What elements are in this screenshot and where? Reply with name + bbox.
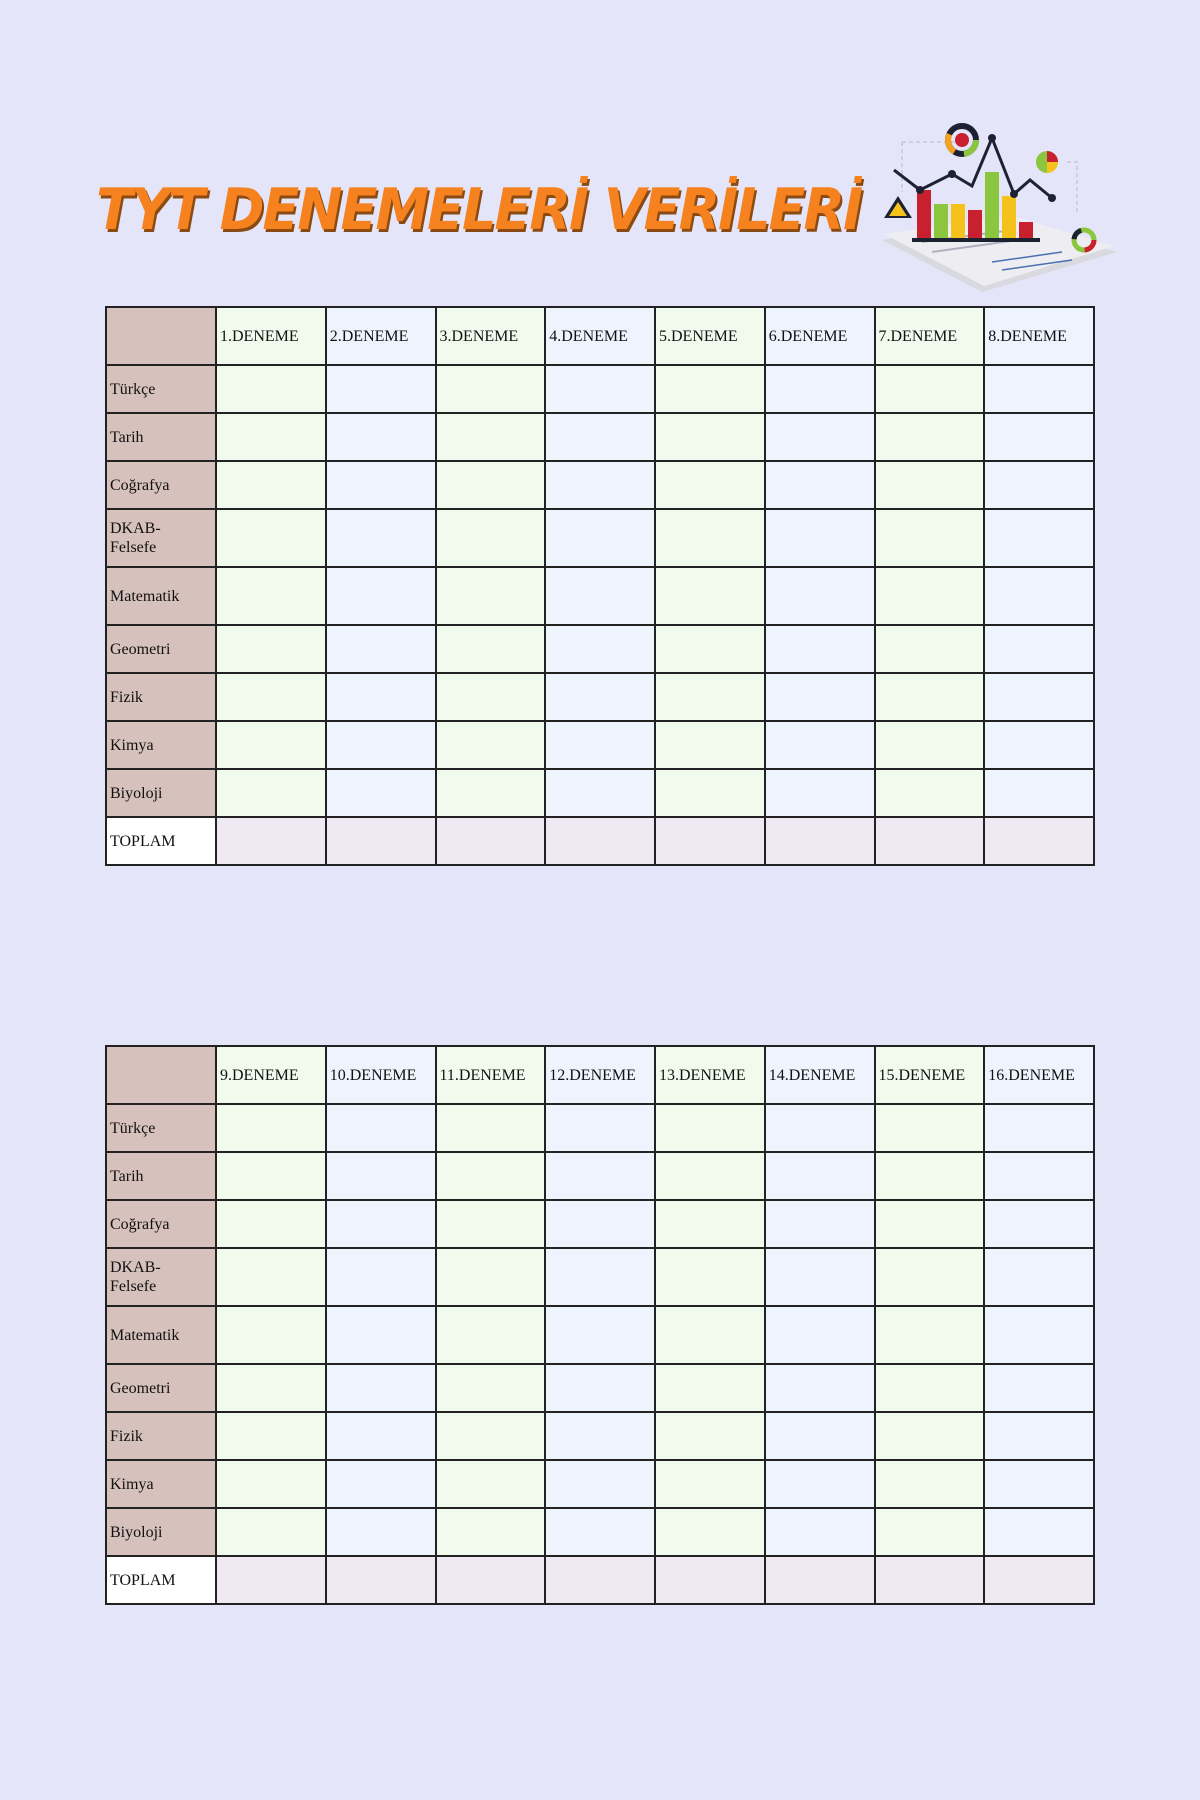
row-label: Türkçe	[106, 1104, 216, 1152]
score-cell[interactable]	[326, 625, 436, 673]
score-cell[interactable]	[655, 413, 765, 461]
column-header: 1.DENEME	[216, 307, 326, 365]
score-cell[interactable]	[326, 461, 436, 509]
score-cell[interactable]	[545, 1200, 655, 1248]
column-header: 9.DENEME	[216, 1046, 326, 1104]
score-cell[interactable]	[326, 1306, 436, 1364]
column-header: 5.DENEME	[655, 307, 765, 365]
score-cell[interactable]	[545, 567, 655, 625]
score-cell[interactable]	[984, 1200, 1094, 1248]
score-cell[interactable]	[875, 1412, 985, 1460]
score-cell[interactable]	[436, 1152, 546, 1200]
column-header: 7.DENEME	[875, 307, 985, 365]
score-cell[interactable]	[216, 461, 326, 509]
column-header: 16.DENEME	[984, 1046, 1094, 1104]
score-cell[interactable]	[875, 1460, 985, 1508]
score-cell[interactable]	[436, 1460, 546, 1508]
score-cell[interactable]	[216, 721, 326, 769]
row-label: Kimya	[106, 1460, 216, 1508]
score-cell[interactable]	[326, 413, 436, 461]
score-cell[interactable]	[765, 1248, 875, 1306]
score-cell[interactable]	[326, 721, 436, 769]
score-cell[interactable]	[655, 721, 765, 769]
score-cell[interactable]	[326, 1460, 436, 1508]
score-cell[interactable]	[655, 1364, 765, 1412]
score-cell[interactable]	[655, 1104, 765, 1152]
score-cell[interactable]	[545, 1508, 655, 1556]
score-cell[interactable]	[216, 1306, 326, 1364]
score-cell[interactable]	[545, 721, 655, 769]
score-cell[interactable]	[875, 1364, 985, 1412]
score-cell[interactable]	[984, 817, 1094, 865]
score-cell[interactable]	[216, 567, 326, 625]
score-cell[interactable]	[875, 1104, 985, 1152]
score-cell[interactable]	[436, 673, 546, 721]
row-label: Biyoloji	[106, 1508, 216, 1556]
score-cell[interactable]	[765, 413, 875, 461]
score-cell[interactable]	[984, 1460, 1094, 1508]
score-cell[interactable]	[875, 461, 985, 509]
row-label: DKAB- Felsefe	[106, 1248, 216, 1306]
score-cell[interactable]	[216, 1200, 326, 1248]
subject-row	[106, 509, 1094, 567]
score-cell[interactable]	[326, 365, 436, 413]
score-cell[interactable]	[984, 1248, 1094, 1306]
score-cell[interactable]	[655, 1200, 765, 1248]
subject-row	[106, 1508, 1094, 1556]
score-cell[interactable]	[765, 1364, 875, 1412]
subject-row	[106, 1306, 1094, 1364]
score-cell[interactable]	[436, 509, 546, 567]
score-cell[interactable]	[655, 673, 765, 721]
score-cell[interactable]	[984, 461, 1094, 509]
column-header: 14.DENEME	[765, 1046, 875, 1104]
score-cell[interactable]	[655, 461, 765, 509]
score-cell[interactable]	[875, 567, 985, 625]
score-cell[interactable]	[984, 1412, 1094, 1460]
score-cell[interactable]	[984, 673, 1094, 721]
row-label: Matematik	[106, 1306, 216, 1364]
subject-row	[106, 673, 1094, 721]
subject-row	[106, 1460, 1094, 1508]
score-cell[interactable]	[436, 1556, 546, 1604]
column-header: 4.DENEME	[545, 307, 655, 365]
chart-illustration	[862, 112, 1122, 312]
score-cell[interactable]	[216, 625, 326, 673]
score-cell[interactable]	[875, 1248, 985, 1306]
score-cell[interactable]	[326, 1152, 436, 1200]
score-cell[interactable]	[984, 413, 1094, 461]
score-cell[interactable]	[765, 721, 875, 769]
score-cell[interactable]	[216, 1152, 326, 1200]
score-cell[interactable]	[655, 1556, 765, 1604]
column-header: 13.DENEME	[655, 1046, 765, 1104]
score-cell[interactable]	[875, 817, 985, 865]
score-cell[interactable]	[216, 673, 326, 721]
score-cell[interactable]	[984, 365, 1094, 413]
score-cell[interactable]	[545, 1412, 655, 1460]
score-cell[interactable]	[326, 1104, 436, 1152]
row-label: TOPLAM	[106, 817, 216, 865]
score-cell[interactable]	[984, 721, 1094, 769]
row-label: Geometri	[106, 625, 216, 673]
score-cell[interactable]	[655, 365, 765, 413]
score-cell[interactable]	[984, 567, 1094, 625]
row-label: Tarih	[106, 413, 216, 461]
score-cell[interactable]	[326, 1200, 436, 1248]
score-cell[interactable]	[436, 1104, 546, 1152]
score-cell[interactable]	[765, 1556, 875, 1604]
subject-row	[106, 1412, 1094, 1460]
score-cell[interactable]	[875, 1152, 985, 1200]
score-cell[interactable]	[436, 721, 546, 769]
column-header: 2.DENEME	[326, 307, 436, 365]
score-cell[interactable]	[545, 365, 655, 413]
score-cell[interactable]	[984, 625, 1094, 673]
score-cell[interactable]	[875, 413, 985, 461]
score-cell[interactable]	[436, 1508, 546, 1556]
score-cell[interactable]	[216, 365, 326, 413]
score-cell[interactable]	[545, 817, 655, 865]
score-cell[interactable]	[326, 817, 436, 865]
subject-row	[106, 365, 1094, 413]
score-cell[interactable]	[984, 1306, 1094, 1364]
score-cell[interactable]	[765, 1460, 875, 1508]
score-cell[interactable]	[984, 1104, 1094, 1152]
score-cell[interactable]	[436, 817, 546, 865]
score-cell[interactable]	[655, 1508, 765, 1556]
score-cell[interactable]	[765, 1152, 875, 1200]
subject-row	[106, 567, 1094, 625]
score-cell[interactable]	[216, 1508, 326, 1556]
score-cell[interactable]	[655, 769, 765, 817]
score-cell[interactable]	[875, 365, 985, 413]
score-cell[interactable]	[545, 1306, 655, 1364]
score-cell[interactable]	[326, 509, 436, 567]
subject-row	[106, 1200, 1094, 1248]
column-header: 6.DENEME	[765, 307, 875, 365]
subject-row	[106, 769, 1094, 817]
score-cell[interactable]	[545, 509, 655, 567]
column-header: 3.DENEME	[436, 307, 546, 365]
subject-row	[106, 1104, 1094, 1152]
subject-row	[106, 721, 1094, 769]
score-cell[interactable]	[436, 413, 546, 461]
score-cell[interactable]	[436, 461, 546, 509]
score-cell[interactable]	[436, 1306, 546, 1364]
score-cell[interactable]	[655, 509, 765, 567]
total-row	[106, 1556, 1094, 1604]
row-label: Tarih	[106, 1152, 216, 1200]
score-cell[interactable]	[436, 567, 546, 625]
score-cell[interactable]	[545, 413, 655, 461]
score-cell[interactable]	[216, 817, 326, 865]
subject-row	[106, 1364, 1094, 1412]
column-header: 12.DENEME	[545, 1046, 655, 1104]
subject-row	[106, 1152, 1094, 1200]
score-cell[interactable]	[326, 1412, 436, 1460]
score-cell[interactable]	[765, 509, 875, 567]
score-cell[interactable]	[655, 817, 765, 865]
score-cell[interactable]	[875, 673, 985, 721]
score-cell[interactable]	[436, 365, 546, 413]
score-cell[interactable]	[655, 567, 765, 625]
score-cell[interactable]	[545, 1248, 655, 1306]
score-cell[interactable]	[765, 817, 875, 865]
score-cell[interactable]	[875, 1556, 985, 1604]
score-cell[interactable]	[875, 1508, 985, 1556]
score-cell[interactable]	[436, 1364, 546, 1412]
score-cell[interactable]	[875, 769, 985, 817]
score-cell[interactable]	[436, 1412, 546, 1460]
score-cell[interactable]	[545, 1364, 655, 1412]
score-cell[interactable]	[326, 673, 436, 721]
row-label: TOPLAM	[106, 1556, 216, 1604]
score-cell[interactable]	[655, 1152, 765, 1200]
score-cell[interactable]	[984, 1364, 1094, 1412]
header-row	[106, 1046, 1094, 1104]
score-cell[interactable]	[545, 1460, 655, 1508]
subject-row	[106, 1248, 1094, 1306]
score-cell[interactable]	[436, 1248, 546, 1306]
row-label: Biyoloji	[106, 769, 216, 817]
score-cell[interactable]	[655, 1248, 765, 1306]
row-label: Coğrafya	[106, 461, 216, 509]
score-cell[interactable]	[216, 769, 326, 817]
score-cell[interactable]	[326, 1556, 436, 1604]
corner-cell	[106, 307, 216, 365]
score-cell[interactable]	[875, 509, 985, 567]
column-header: 10.DENEME	[326, 1046, 436, 1104]
score-cell[interactable]	[216, 1104, 326, 1152]
score-cell[interactable]	[984, 509, 1094, 567]
score-cell[interactable]	[875, 1200, 985, 1248]
score-cell[interactable]	[765, 1104, 875, 1152]
score-cell[interactable]	[984, 1508, 1094, 1556]
page-title: TYT DENEMELERİ VERİLERİ	[96, 176, 862, 243]
score-cell[interactable]	[984, 769, 1094, 817]
column-header: 15.DENEME	[875, 1046, 985, 1104]
score-cell[interactable]	[765, 365, 875, 413]
header-row	[106, 307, 1094, 365]
score-cell[interactable]	[765, 1306, 875, 1364]
score-cell[interactable]	[436, 1200, 546, 1248]
row-label: Fizik	[106, 1412, 216, 1460]
score-cell[interactable]	[545, 673, 655, 721]
score-cell[interactable]	[765, 1508, 875, 1556]
score-cell[interactable]	[326, 769, 436, 817]
score-cell[interactable]	[545, 461, 655, 509]
score-cell[interactable]	[765, 461, 875, 509]
row-label: Geometri	[106, 1364, 216, 1412]
score-cell[interactable]	[765, 625, 875, 673]
row-label: DKAB- Felsefe	[106, 509, 216, 567]
score-cell[interactable]	[436, 769, 546, 817]
row-label: Matematik	[106, 567, 216, 625]
score-cell[interactable]	[765, 673, 875, 721]
score-cell[interactable]	[765, 769, 875, 817]
score-cell[interactable]	[216, 509, 326, 567]
score-cell[interactable]	[216, 1556, 326, 1604]
results-table-1	[105, 306, 1095, 866]
score-cell[interactable]	[655, 625, 765, 673]
score-cell[interactable]	[326, 1364, 436, 1412]
score-cell[interactable]	[765, 567, 875, 625]
score-cell[interactable]	[436, 625, 546, 673]
score-cell[interactable]	[326, 1508, 436, 1556]
score-cell[interactable]	[216, 413, 326, 461]
results-table-2	[105, 1045, 1095, 1605]
score-cell[interactable]	[655, 1412, 765, 1460]
score-cell[interactable]	[545, 1104, 655, 1152]
score-cell[interactable]	[655, 1460, 765, 1508]
column-header: 11.DENEME	[436, 1046, 546, 1104]
column-header: 8.DENEME	[984, 307, 1094, 365]
score-cell[interactable]	[545, 1556, 655, 1604]
subject-row	[106, 461, 1094, 509]
score-cell[interactable]	[326, 567, 436, 625]
total-row	[106, 817, 1094, 865]
score-cell[interactable]	[216, 1460, 326, 1508]
row-label: Kimya	[106, 721, 216, 769]
score-cell[interactable]	[326, 1248, 436, 1306]
subject-row	[106, 625, 1094, 673]
score-cell[interactable]	[875, 625, 985, 673]
score-cell[interactable]	[875, 1306, 985, 1364]
row-label: Coğrafya	[106, 1200, 216, 1248]
row-label: Türkçe	[106, 365, 216, 413]
score-cell[interactable]	[545, 625, 655, 673]
score-cell[interactable]	[984, 1152, 1094, 1200]
subject-row	[106, 413, 1094, 461]
score-cell[interactable]	[655, 1306, 765, 1364]
score-cell[interactable]	[984, 1556, 1094, 1604]
score-cell[interactable]	[216, 1364, 326, 1412]
score-cell[interactable]	[765, 1200, 875, 1248]
score-cell[interactable]	[765, 1412, 875, 1460]
row-label: Fizik	[106, 673, 216, 721]
score-cell[interactable]	[875, 721, 985, 769]
score-cell[interactable]	[216, 1248, 326, 1306]
corner-cell	[106, 1046, 216, 1104]
score-cell[interactable]	[545, 769, 655, 817]
score-cell[interactable]	[545, 1152, 655, 1200]
score-cell[interactable]	[216, 1412, 326, 1460]
